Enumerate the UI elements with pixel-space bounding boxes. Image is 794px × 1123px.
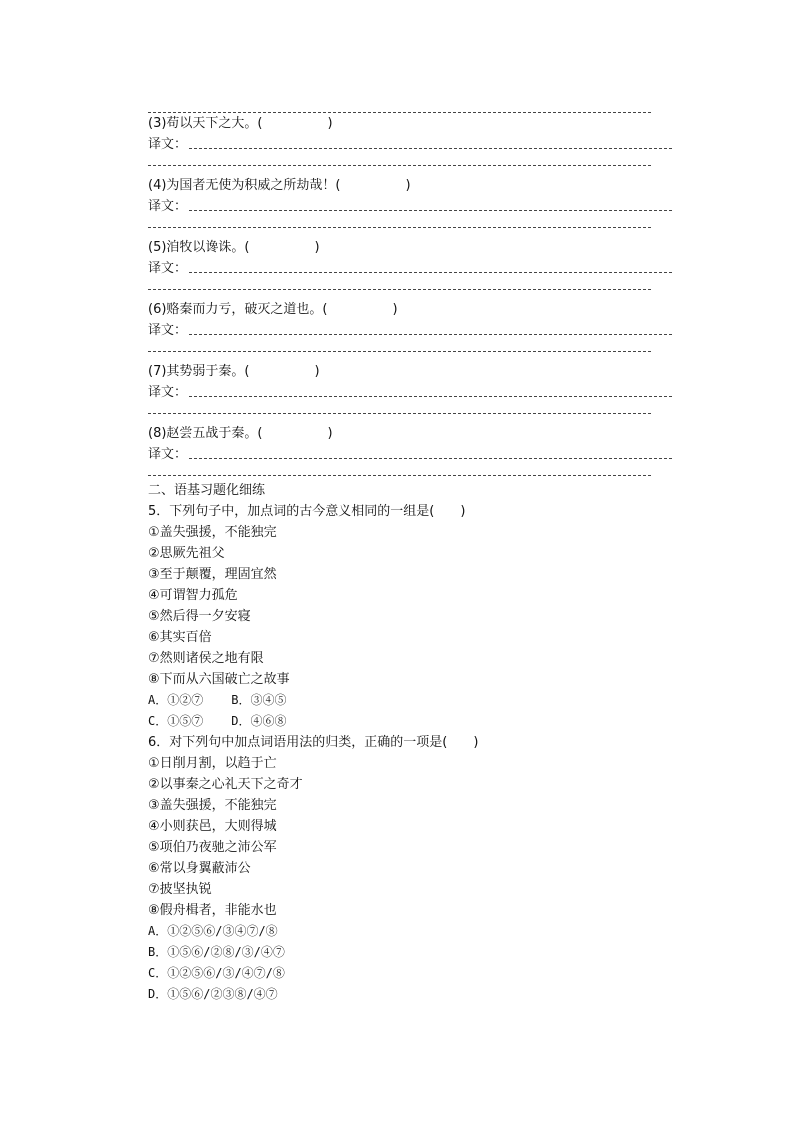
- item-7: (7)其势弱于秦。( ): [148, 364, 320, 379]
- answer-line[interactable]: [189, 138, 672, 149]
- q5-line: ④可谓智力孤危: [148, 588, 238, 603]
- q5-option-c[interactable]: C．①⑤⑦: [148, 714, 204, 728]
- q5-option-a[interactable]: A．①②⑦: [148, 693, 204, 707]
- section-title: 二、语基习题化细练: [148, 483, 266, 498]
- q6-line: ③盖失强援，不能独完: [148, 798, 277, 813]
- question-5-stem: 5．下列句子中，加点词的古今意义相同的一组是( ): [148, 504, 466, 519]
- answer-line[interactable]: [148, 351, 651, 352]
- q6-line: ②以事秦之心礼天下之奇才: [148, 777, 303, 792]
- answer-line[interactable]: [189, 262, 672, 273]
- item-5: (5)洎牧以谗诛。( ): [148, 240, 320, 255]
- answer-line[interactable]: [148, 165, 651, 166]
- translation-row: [148, 134, 676, 155]
- answer-line[interactable]: [148, 227, 651, 228]
- q5-line: ⑦然则诸侯之地有限: [148, 651, 264, 666]
- translation-label: 译文：: [148, 323, 188, 338]
- q5-option-b[interactable]: B．③④⑤: [231, 693, 287, 707]
- item-6: (6)赂秦而力亏，破灭之道也。( ): [148, 302, 398, 317]
- q6-line: ①日削月割，以趋于亡: [148, 756, 277, 771]
- q6-line: ⑧假舟楫者，非能水也: [148, 903, 277, 918]
- item-3: (3)苟以天下之大。( ): [148, 116, 333, 131]
- translation-label: 译文：: [148, 385, 188, 400]
- answer-line[interactable]: [189, 386, 672, 397]
- question-6-stem: 6．对下列句中加点词语用法的归类，正确的一项是( ): [148, 735, 479, 750]
- item-4: (4)为国者无使为积威之所劫哉！( ): [148, 178, 411, 193]
- q6-line: ④小则获邑，大则得城: [148, 819, 277, 834]
- answer-line[interactable]: [148, 413, 651, 414]
- answer-line[interactable]: [189, 200, 672, 211]
- q5-options-cd: [148, 711, 676, 732]
- translation-label: 译文：: [148, 199, 188, 214]
- q6-option-a[interactable]: A．①②⑤⑥/③④⑦/⑧: [148, 924, 278, 938]
- translation-row: [148, 196, 676, 217]
- q6-option-b[interactable]: B．①⑤⑥/②⑧/③/④⑦: [148, 945, 285, 959]
- q5-line: ⑥其实百倍: [148, 630, 212, 645]
- document-page: [148, 104, 676, 1005]
- q5-options-ab: [148, 690, 676, 711]
- answer-line[interactable]: [189, 448, 672, 459]
- translation-label: 译文：: [148, 447, 188, 462]
- q5-option-d[interactable]: D．④⑥⑧: [231, 714, 287, 728]
- q6-option-d[interactable]: D．①⑤⑥/②③⑧/④⑦: [148, 987, 278, 1001]
- q6-line: ⑦披坚执锐: [148, 882, 212, 897]
- translation-label: 译文：: [148, 137, 188, 152]
- translation-row: [148, 444, 676, 465]
- answer-line[interactable]: [148, 289, 651, 290]
- q5-line: ⑤然后得一夕安寝: [148, 609, 251, 624]
- q6-option-c[interactable]: C．①②⑤⑥/③/④⑦/⑧: [148, 966, 285, 980]
- q5-line: ①盖失强援，不能独完: [148, 525, 277, 540]
- translation-row: [148, 258, 676, 279]
- q6-line: ⑤项伯乃夜驰之沛公军: [148, 840, 277, 855]
- translation-label: 译文：: [148, 261, 188, 276]
- q5-line: ⑧下而从六国破亡之故事: [148, 672, 290, 687]
- q6-line: ⑥常以身翼蔽沛公: [148, 861, 251, 876]
- item-8: (8)赵尝五战于秦。( ): [148, 426, 333, 441]
- q5-line: ②思厥先祖父: [148, 546, 225, 561]
- answer-line[interactable]: [189, 324, 672, 335]
- answer-line[interactable]: [148, 475, 651, 476]
- translation-row: [148, 382, 676, 403]
- translation-row: [148, 320, 676, 341]
- q5-line: ③至于颠覆，理固宜然: [148, 567, 277, 582]
